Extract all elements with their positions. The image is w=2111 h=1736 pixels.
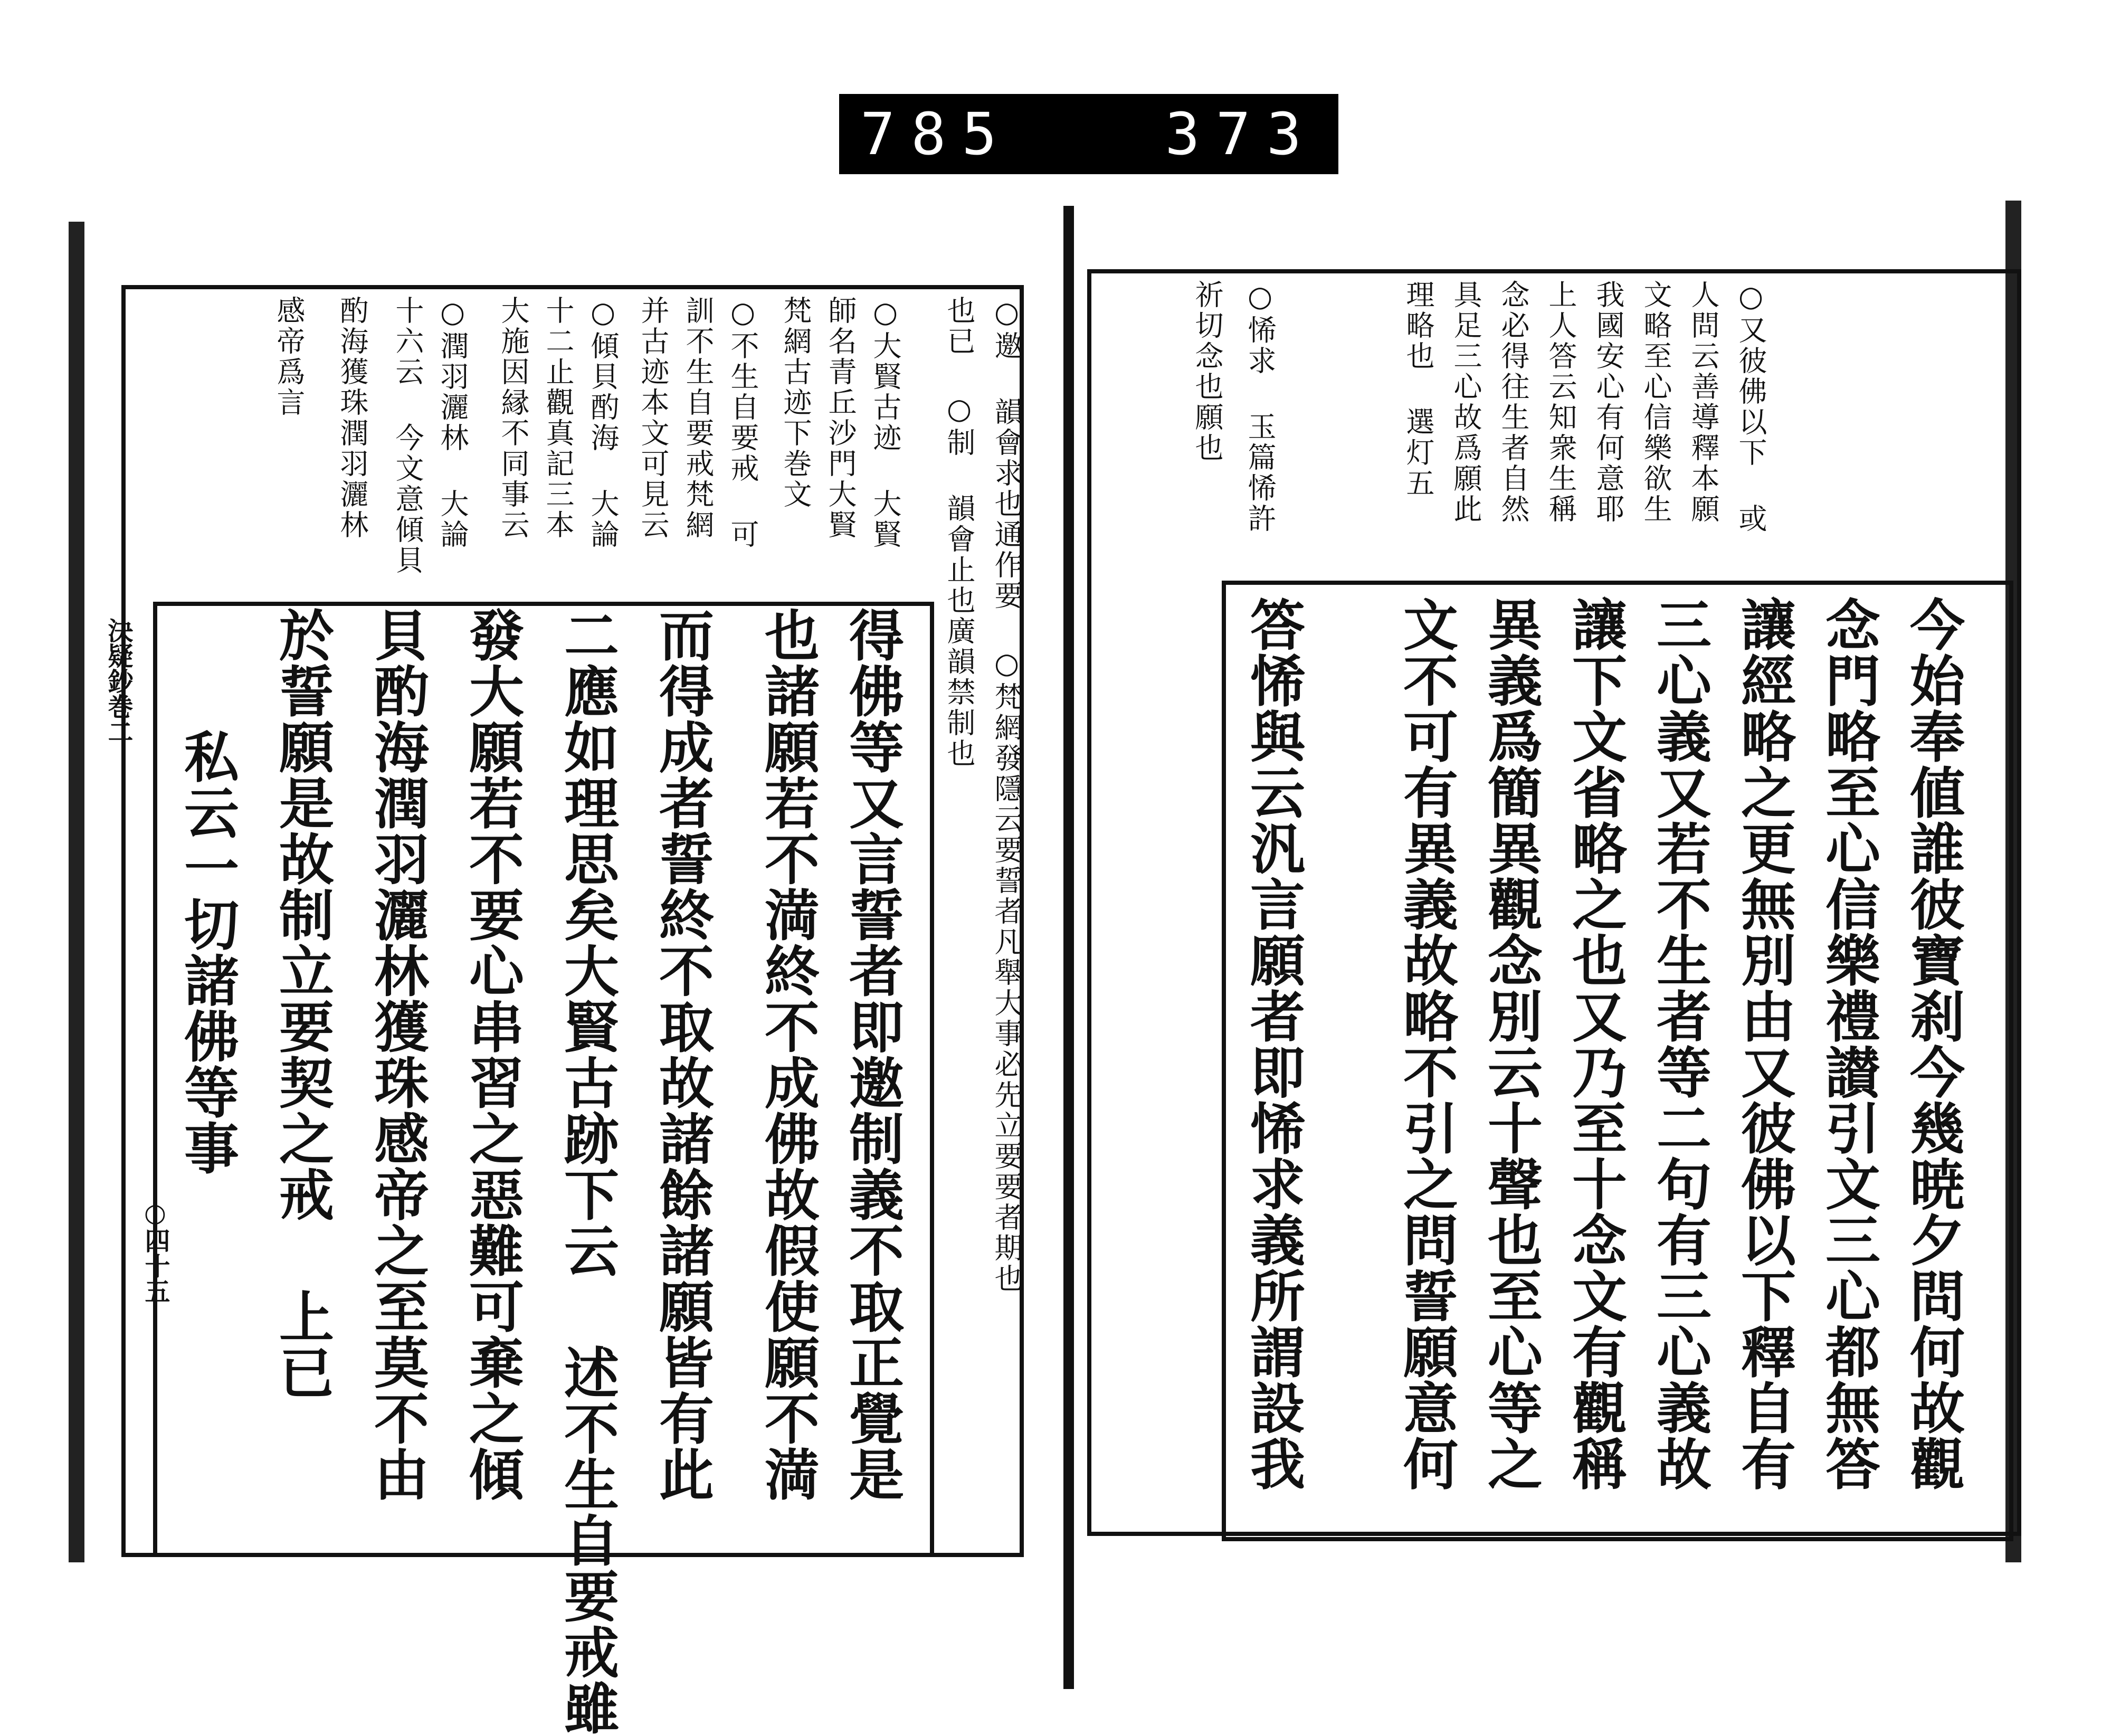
right-commentary-col: 上人答云知衆生稱: [1544, 280, 1577, 525]
left-book-edge: [69, 222, 84, 1562]
archive-stamp: [839, 94, 1338, 174]
right-main-col: 讓經略之更無別由又彼佛以下釋自有: [1732, 596, 1796, 1492]
left-commentary-col: ○潤羽灑林 大論: [436, 296, 469, 550]
left-commentary-col: 也已 ○制 韻會止也廣韻禁制也: [943, 296, 976, 769]
left-main-col: 二應如理思矣大賢古跡下云 述不生自要戒雖: [555, 607, 620, 1736]
stamp-right-number: 373: [1165, 100, 1318, 168]
left-commentary-col: 訓不生自要戒梵網: [681, 296, 715, 540]
right-main-col: 今始奉値誰彼寶刹今幾暁夕問何故觀: [1900, 596, 1965, 1492]
left-commentary-col: ○不生自要戒 可: [726, 296, 759, 550]
right-commentary-col: 理略也 選灯五: [1402, 280, 1435, 499]
left-commentary-col: 酌海獲珠潤羽灑林: [336, 296, 369, 540]
right-commentary-col: ○又彼佛以下 或: [1734, 280, 1767, 534]
right-main-col: 三心義又若不生者等二句有三心義故: [1647, 596, 1712, 1492]
right-commentary-col: 祈切念也願也: [1191, 280, 1224, 463]
left-commentary-col: 大施因縁不同事云: [497, 296, 530, 540]
left-main-col: 發大願若不要心串習之惡難可棄之傾: [460, 607, 525, 1502]
left-commentary-col: 師名青丘沙門大賢: [824, 296, 857, 540]
right-main-col: 異義爲簡異觀念別云十聲也至心等之: [1478, 596, 1543, 1492]
right-main-col: 文不可有異義故略不引之問誓願意何: [1394, 596, 1459, 1492]
right-main-col: 念門略至心信樂禮讃引文三心都無答: [1816, 596, 1881, 1492]
left-commentary-col: 梵網古迹下巻文: [779, 296, 812, 510]
margin-title: 決疑鈔巻二: [103, 618, 133, 744]
left-main-col: 而得成者誓終不取故諸餘諸願皆有此: [650, 607, 715, 1502]
left-commentary-col: ○傾貝酌海 大論: [586, 296, 620, 550]
left-commentary-col: 十二止觀真記三本: [541, 296, 575, 540]
left-commentary-col: 并古迹本文可見云: [636, 296, 670, 540]
left-main-col: 私云一切諸佛等事: [175, 728, 240, 1176]
left-main-col: 於誓願是故制立要契之戒 上已: [270, 607, 335, 1400]
left-main-col: 也諸願若不満終不成佛故假使願不満: [755, 607, 820, 1502]
stamp-left-number: 785: [860, 100, 1013, 168]
left-commentary-col: ○大賢古迹 大賢: [869, 296, 902, 550]
left-commentary-col: 十六云 今文意傾貝: [391, 296, 424, 576]
left-main-col: 得佛等又言誓者即邀制義不取正覺是: [840, 607, 905, 1502]
right-commentary-col: 文略至心信樂欲生: [1639, 280, 1672, 525]
left-commentary-col: ○邀 韻會求也通作要 ○梵網發隱云要誓者凡舉大事必先立要要者期也: [990, 296, 1023, 1294]
right-commentary-col: 人問云善導釋本願: [1687, 280, 1720, 525]
page-number: ○四十五: [140, 1198, 170, 1304]
right-main-col: 答悕與云汎言願者即悕求義所謂設我: [1241, 596, 1306, 1492]
left-commentary-col: 感帝爲言: [272, 296, 306, 418]
right-main-col: 讓下文省略之也又乃至十念文有觀稱: [1563, 596, 1628, 1492]
left-main-col: 貝酌海潤羽灑林獲珠感帝之至莫不由: [365, 607, 430, 1502]
right-commentary-col: 具足三心故爲願此: [1449, 280, 1482, 525]
center-gutter: [1063, 206, 1074, 1689]
right-commentary-col: ○悕求 玉篇悕許: [1243, 280, 1277, 534]
right-commentary-col: 我國安心有何意耶: [1592, 280, 1625, 525]
right-commentary-col: 念必得往生者自然: [1497, 280, 1530, 525]
